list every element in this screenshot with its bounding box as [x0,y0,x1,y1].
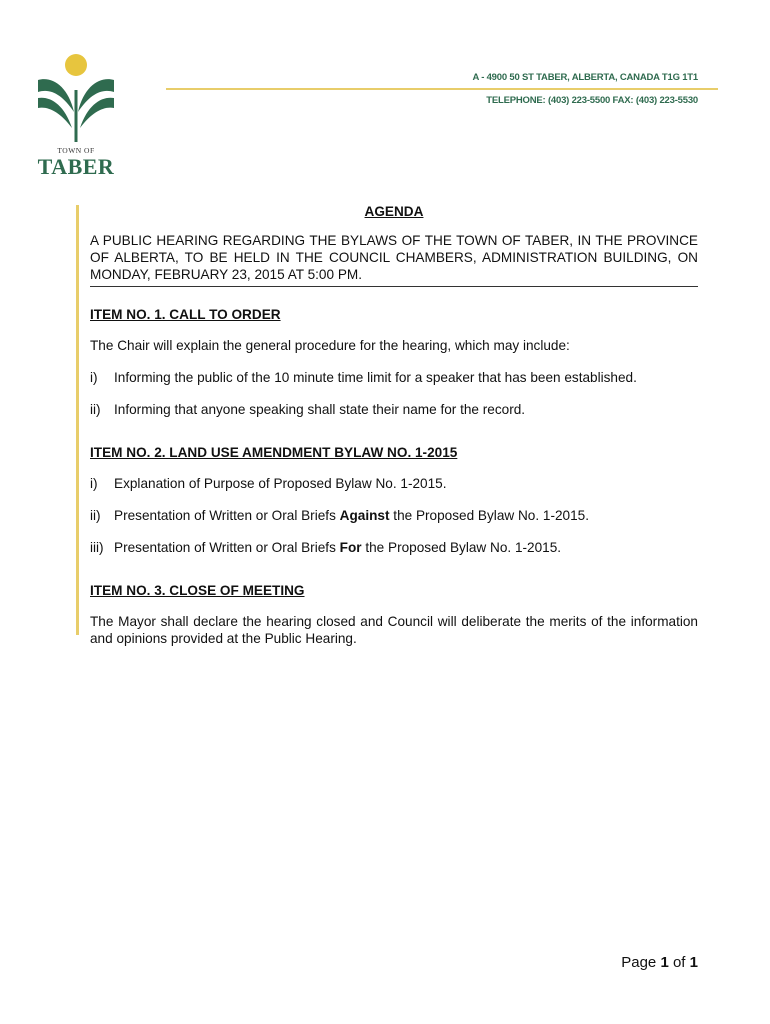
item2-heading: ITEM NO. 2. LAND USE AMENDMENT BYLAW NO. 1-2015 [90,445,458,460]
logo-town-name: TABER [37,154,115,179]
agenda-document [90,203,698,647]
point-number: i) [90,370,98,385]
section-gap [90,571,698,582]
page-of: of [672,954,686,971]
point-text [114,539,698,556]
point-number: ii) [90,402,101,417]
intro-divider [90,286,698,287]
point-text [114,507,698,524]
letterhead-address: A - 4900 50 ST TABER, ALBERTA, CANADA T1G 1T1 [472,72,698,83]
agenda-title: AGENDA [364,204,424,219]
item2-point [90,539,698,556]
point-text-post: the Proposed Bylaw No. 1-2015. [361,540,562,555]
point-text-post: the Proposed Bylaw No. 1-2015. [389,508,590,523]
town-logo [34,50,124,190]
point-number: i) [90,476,98,491]
point-text: Informing the public of the 10 minute time limit for a speaker that has been established. [114,370,637,385]
page-current: 1 [660,954,669,971]
point-text-emphasis: For [339,540,362,555]
point-text: Informing that anyone speaking shall state their name for the record. [114,402,526,417]
point-number: ii) [90,508,101,523]
item2-point [90,475,698,492]
item1-point [90,401,698,418]
item1-point [90,369,698,386]
letterhead-phone: TELEPHONE: (403) 223-5500 FAX: (403) 223-5530 [486,95,698,106]
point-number: iii) [90,540,104,555]
page-total: 1 [689,954,698,971]
section-gap [90,433,698,444]
point-text: Explanation of Purpose of Proposed Bylaw No. 1-2015. [114,476,447,491]
item1-heading: ITEM NO. 1. CALL TO ORDER [90,307,281,322]
taber-emblem-icon [34,50,118,146]
page-word: Page [621,954,657,971]
item1-description: The Chair will explain the general procedure for the hearing, which may include: [90,338,570,353]
point-text-emphasis: Against [339,508,390,523]
logo-town-label: TOWN OF [57,146,95,155]
point-text-pre: Presentation of Written or Oral Briefs [114,540,340,555]
point-text-pre: Presentation of Written or Oral Briefs [114,508,340,523]
letterhead-rule [166,88,718,90]
agenda-intro: A PUBLIC HEARING REGARDING THE BYLAWS OF THE TOWN OF TABER, IN THE PROVINCE OF ALBERTA, TO BE HELD IN THE COUNCIL CHAMBERS, ADMINISTRATION BUILDING, ON MONDAY, FEBRUARY 23, 2015 AT 5:00 PM. [90,233,698,282]
item3-description: The Mayor shall declare the hearing closed and Council will deliberate the merits of the information and opinions provided at the Public Hearing. [90,614,698,646]
item3-heading: ITEM NO. 3. CLOSE OF MEETING [90,583,305,598]
margin-accent-bar [76,205,79,635]
page-number [621,954,698,971]
item2-point [90,507,698,524]
